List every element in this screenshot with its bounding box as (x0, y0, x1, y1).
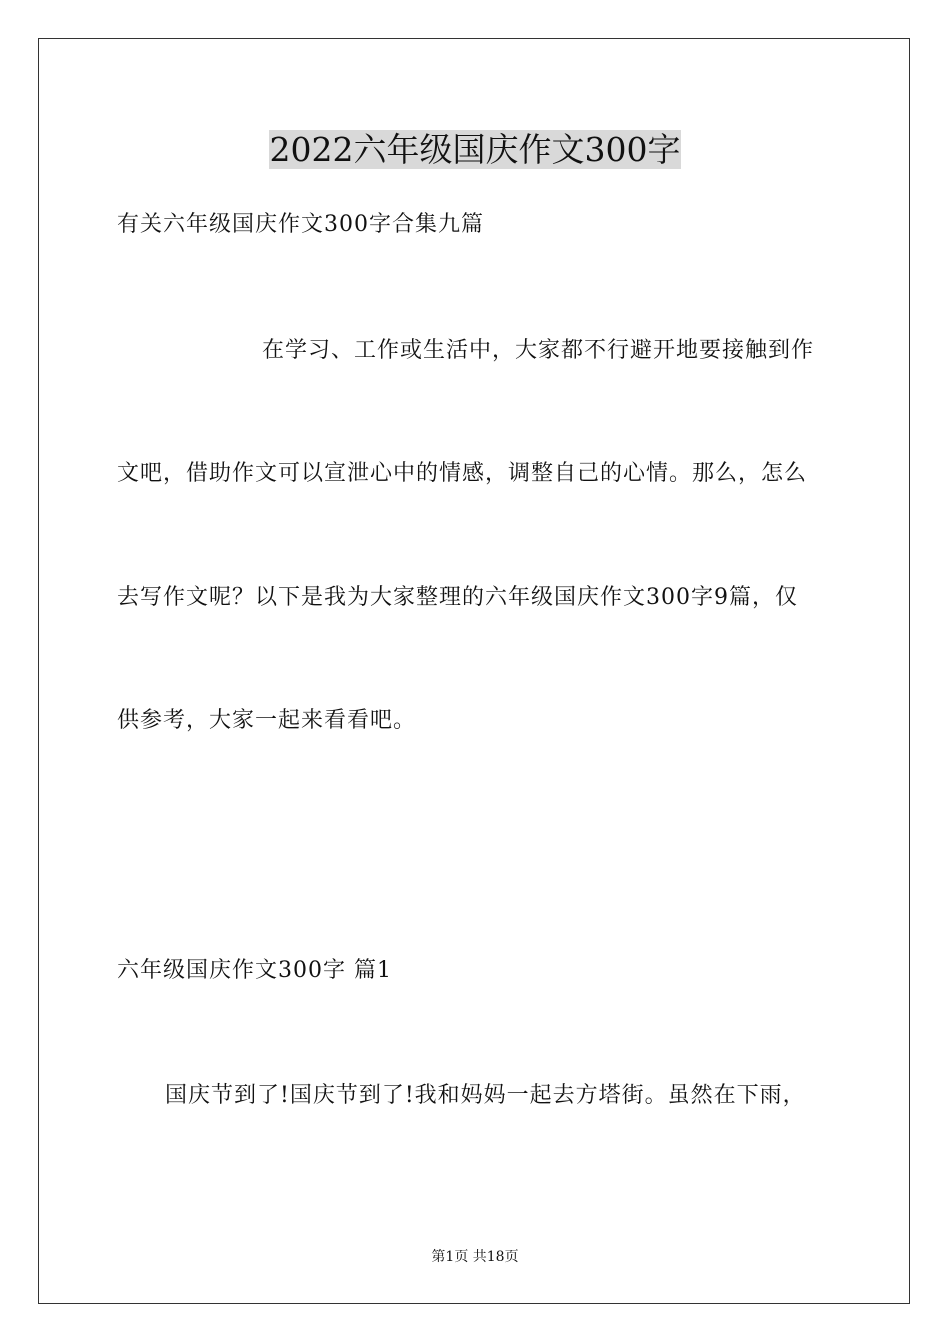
document-title-text: 2022六年级国庆作文300字 (269, 130, 681, 169)
intro-line-2: 文吧，借助作文可以宣泄心中的情感，调整自己的心情。那么，怎么 (117, 461, 808, 486)
body-line-1: 国庆节到了!国庆节到了!我和妈妈一起去方塔街。虽然在下雨， (165, 1083, 806, 1108)
document-subtitle: 有关六年级国庆作文300字合集九篇 (117, 212, 484, 237)
page-footer: 第1页 共18页 (431, 1249, 519, 1265)
document-title (0, 128, 950, 172)
intro-line-4: 供参考，大家一起来看看吧。 (117, 708, 417, 733)
intro-line-1: 在学习、工作或生活中，大家都不行避开地要接触到作 (262, 338, 815, 363)
section-heading: 六年级国庆作文300字 篇1 (117, 958, 392, 983)
intro-line-3: 去写作文呢？以下是我为大家整理的六年级国庆作文300字9篇，仅 (117, 585, 798, 610)
